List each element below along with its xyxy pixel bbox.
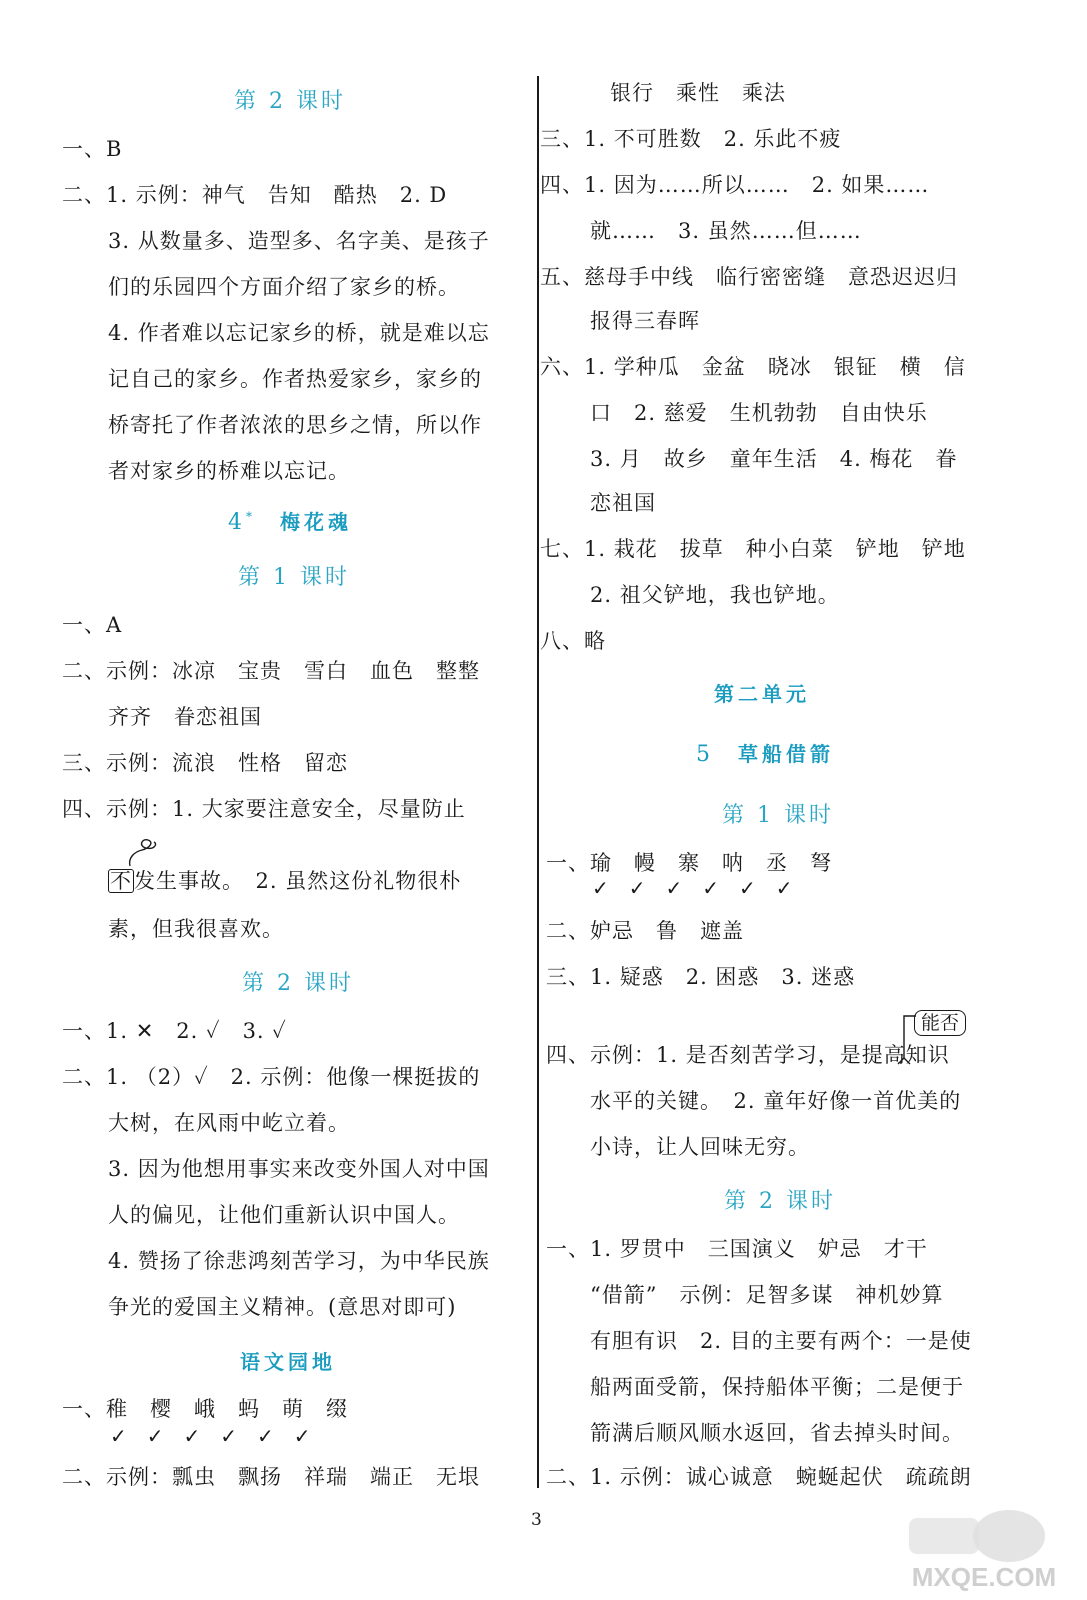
correction-note: 能否 (914, 1010, 966, 1036)
answer-line: 四、1. 因为……所以…… 2. 如果…… (540, 173, 930, 197)
answer-line: 素，但我很喜欢。 (108, 917, 284, 941)
answer-line: 一、瑜 幔 寨 呐 丞 弩 (546, 851, 832, 875)
column-divider (537, 76, 539, 1488)
answer-line: 有胆有识 2. 目的主要有两个：一是使 (590, 1329, 972, 1353)
lesson-heading: 第 2 课时 (234, 89, 346, 114)
answer-line: 二、妒忌 鲁 遮盖 (546, 919, 744, 943)
answer-line: 三、示例：流浪 性格 留恋 (62, 751, 348, 775)
answer-line: 4. 作者难以忘记家乡的桥，就是难以忘 (108, 321, 490, 345)
watermark-logo (889, 1504, 1079, 1594)
answer-line: 3. 因为他想用事实来改变外国人对中国 (108, 1157, 490, 1181)
answer-line: 七、1. 栽花 拔草 种小白菜 铲地 铲地 (540, 537, 966, 561)
answer-line: 二、示例：瓢虫 飘扬 祥瑞 端正 无垠 (62, 1465, 480, 1489)
answer-line: 二、示例：冰凉 宝贵 雪白 血色 整整 (62, 659, 480, 683)
lesson-heading: 第 1 课时 (722, 803, 834, 828)
answer-line: 一、B (62, 137, 123, 161)
lesson-title-text: 草船借箭 (738, 742, 834, 766)
lesson-title-text: 梅花魂 (280, 510, 352, 534)
answer-line: 者对家乡的桥难以忘记。 (108, 459, 350, 483)
answer-line: 一、稚 樱 峨 蚂 萌 缀 (62, 1397, 348, 1421)
answer-line: 大树，在风雨中屹立着。 (108, 1111, 350, 1135)
answer-line: 五、慈母手中线 临行密密缝 意恐迟迟归 (540, 265, 958, 289)
answer-line: 一、1. 罗贯中 三国演义 妒忌 才干 (546, 1237, 928, 1261)
answer-line: 六、1. 学种瓜 金盆 晓冰 银钲 横 信 (540, 355, 966, 379)
answer-line: 小诗，让人回味无穷。 (590, 1135, 810, 1159)
answer-line: 2. 祖父铲地，我也铲地。 (590, 583, 840, 607)
lesson-heading: 第 2 课时 (724, 1189, 836, 1214)
page-number: 3 (531, 1510, 542, 1530)
answer-line: 4. 赞扬了徐悲鸿刻苦学习，为中华民族 (108, 1249, 490, 1273)
answer-line: 们的乐园四个方面介绍了家乡的桥。 (108, 275, 460, 299)
lesson-title (696, 738, 834, 767)
answer-line: 报得三春晖 (590, 309, 700, 333)
lesson-number: 4* (228, 509, 256, 535)
answer-line: 记自己的家乡。作者热爱家乡，家乡的 (108, 367, 482, 391)
check-marks: ✓ ✓ ✓ ✓ ✓ ✓ (592, 876, 793, 900)
answer-line: 一、1. ✕ 2. ✓ 3. ✓ (62, 1019, 287, 1043)
answer-line: 箭满后顺风顺水返回，省去掉头时间。 (590, 1421, 964, 1445)
boxed-character: 不 (110, 869, 132, 893)
answer-line: 四、示例：1. 是否刻苦学习，是提高知识 (546, 1043, 950, 1067)
answer-line: 齐齐 眷恋祖国 (108, 705, 262, 729)
answer-line: 船两面受箭，保持船体平衡；二是便于 (590, 1375, 964, 1399)
answer-line: 口 2. 慈爱 生机勃勃 自由快乐 (590, 401, 928, 425)
answer-line: 3. 从数量多、造型多、名字美、是孩子 (108, 229, 490, 253)
answer-line: 恋祖国 (590, 491, 656, 515)
answer-line: 桥寄托了作者浓浓的思乡之情，所以作 (108, 413, 482, 437)
answer-line: 三、1. 疑惑 2. 困惑 3. 迷惑 (546, 965, 856, 989)
lesson-heading: 第 2 课时 (242, 971, 354, 996)
answer-line: 八、略 (540, 629, 606, 653)
answer-line: 不发生事故。 2. 虽然这份礼物很朴 (110, 869, 462, 893)
answer-line: 人的偏见，让他们重新认识中国人。 (108, 1203, 460, 1227)
answer-line: 水平的关键。 2. 童年好像一首优美的 (590, 1089, 962, 1113)
insertion-mark-icon (124, 838, 164, 868)
watermark-text: MXQE.COM (911, 1562, 1057, 1592)
lesson-heading: 第 1 课时 (238, 565, 350, 590)
answer-line: 二、1. 示例：神气 告知 酷热 2. D (62, 183, 448, 207)
answer-line: 银行 乘性 乘法 (610, 81, 786, 105)
section-title: 语文园地 (240, 1350, 336, 1374)
check-marks: ✓ ✓ ✓ ✓ ✓ ✓ (110, 1424, 311, 1448)
answer-line: 二、1. （2）✓ 2. 示例：他像一棵挺拔的 (62, 1065, 481, 1089)
answer-line: 二、1. 示例：诚心诚意 蜿蜒起伏 疏疏朗 (546, 1465, 972, 1489)
answer-line: 四、示例：1. 大家要注意安全，尽量防止 (62, 797, 466, 821)
answer-line: 一、A (62, 613, 123, 637)
answer-line: 3. 月 故乡 童年生活 4. 梅花 眷 (590, 447, 958, 471)
unit-title: 第二单元 (714, 682, 810, 706)
answer-line: 三、1. 不可胜数 2. 乐此不疲 (540, 127, 842, 151)
answer-line: 就…… 3. 虽然……但…… (590, 219, 862, 243)
answer-line: 争光的爱国主义精神。(意思对即可) (108, 1295, 457, 1319)
lesson-title (228, 506, 352, 535)
lesson-number: 5 (696, 742, 714, 767)
answer-line: “借箭” 示例：足智多谋 神机妙算 (590, 1283, 944, 1307)
